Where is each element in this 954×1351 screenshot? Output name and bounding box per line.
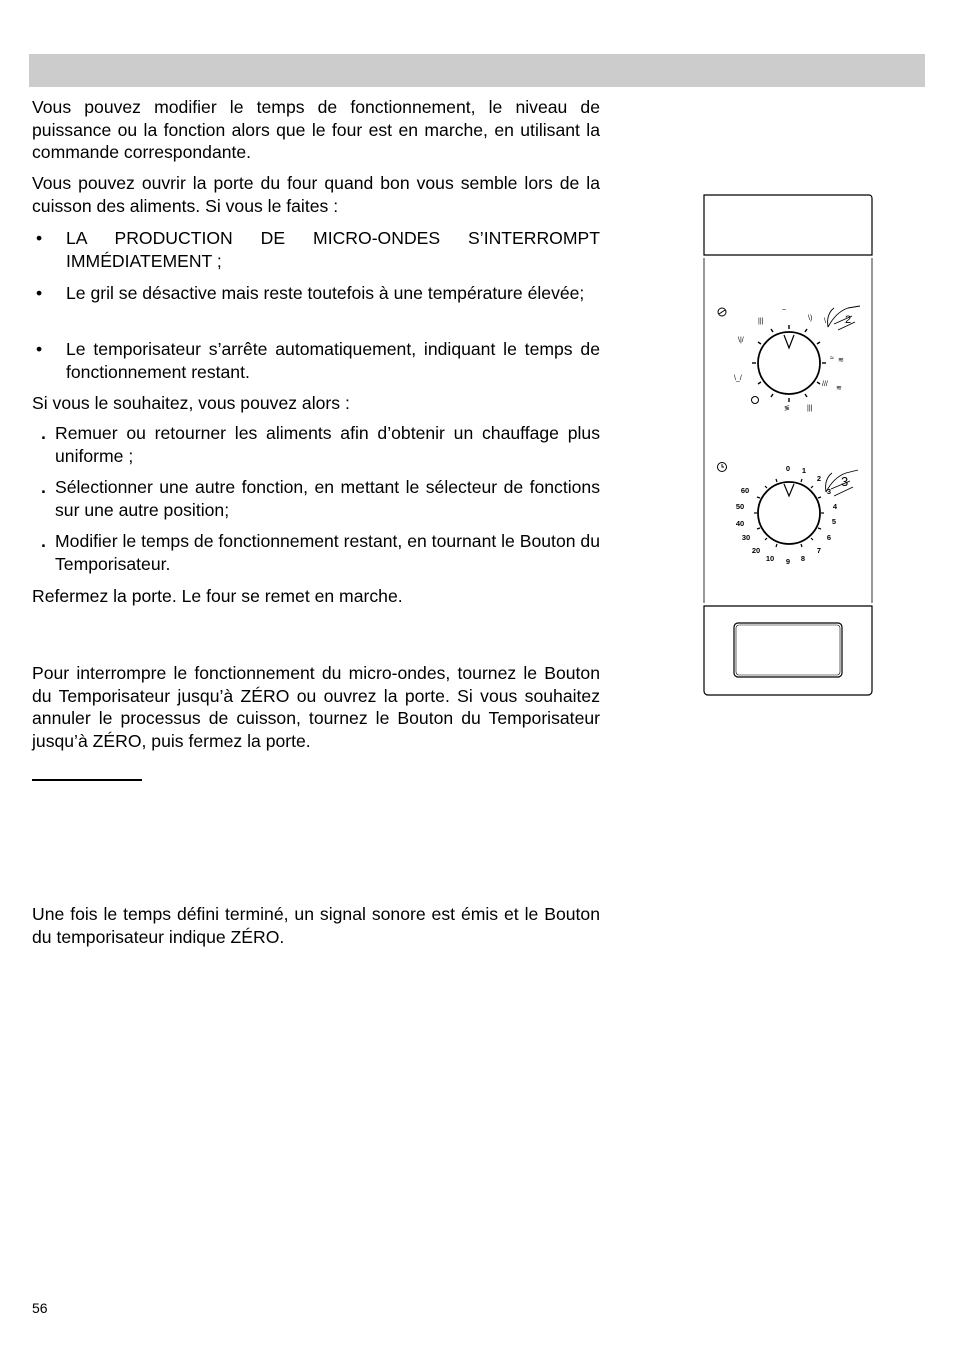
timer-scale-5: 5: [831, 517, 837, 526]
bullet-mark: •: [36, 339, 43, 359]
timer-scale-10: 10: [765, 554, 775, 563]
timer-scale-3: 3: [826, 487, 832, 496]
list-item-text: Remuer ou retourner les aliments afin d’obtenir un chauffage plus uniforme ;: [55, 423, 600, 466]
dot-mark: .: [41, 423, 46, 443]
svg-text:≋: ≋: [836, 385, 842, 392]
svg-text:≋: ≋: [838, 357, 844, 364]
timer-scale-0: 0: [785, 464, 791, 473]
svg-text:\): \): [808, 315, 813, 322]
paragraph-end-signal: Une fois le temps défini terminé, un signal sonore est émis et le Bouton du temporisateur indique ZÉRO.: [32, 904, 600, 947]
dot-mark: .: [41, 531, 46, 551]
list-item-text: Le temporisateur s’arrête automatiquement, indiquant le temps de fonctionnement restant.: [66, 339, 600, 382]
svg-text:≶: ≶: [784, 405, 790, 412]
timer-knob: [718, 463, 859, 567]
list-item: [32, 476, 600, 521]
bullet-mark: •: [36, 228, 43, 248]
timer-scale-1: 1: [801, 466, 807, 475]
callout-function-number: 2: [845, 314, 852, 326]
svg-text:≈: ≈: [830, 355, 834, 362]
door-open-button: [734, 623, 842, 677]
timer-scale-8: 8: [800, 554, 806, 563]
list-item: [32, 422, 600, 467]
svg-text:\: \: [824, 318, 826, 325]
paragraph-close-door: Refermez la porte. Le four se remet en marche.: [32, 586, 403, 606]
timer-scale-50: 50: [735, 502, 745, 511]
paragraph-options-intro: Si vous le souhaitez, vous pouvez alors :: [32, 393, 350, 413]
callout-timer-number: 3: [841, 474, 849, 489]
list-item-text: Sélectionner une autre fonction, en mettant le sélecteur de fonctions sur une autre position;: [55, 477, 600, 520]
list-item-text: Le gril se désactive mais reste toutefois à une température élevée;: [66, 283, 585, 303]
list-item-text: Modifier le temps de fonctionnement restant, en tournant le Bouton du Temporisateur.: [55, 531, 600, 574]
paragraph-interrupt: Pour interrompre le fonctionnement du micro-ondes, tournez le Bouton du Temporisateur jusqu’à ZÉRO ou ouvrez la porte. Si vous souhaitez annuler le processus de cuisson, tournez le Bouton du Temporisateur jusqu’à ZÉRO, puis fermez la porte.: [32, 663, 600, 751]
door-button-frame: [704, 606, 872, 695]
timer-scale-30: 30: [741, 533, 751, 542]
svg-text:|||: |||: [758, 318, 764, 325]
timer-scale-7: 7: [816, 546, 822, 555]
svg-text:///: ///: [822, 381, 828, 388]
svg-text:|||: |||: [807, 405, 813, 412]
bullet-mark: •: [36, 283, 43, 303]
paragraph-open-door: Vous pouvez ouvrir la porte du four quand bon vous semble lors de la cuisson des aliments. Si vous le faites :: [32, 173, 600, 216]
dot-mark: .: [41, 477, 46, 497]
page-number: 56: [32, 1300, 48, 1316]
function-selector-knob: [718, 306, 860, 412]
section-header-bar: [29, 54, 925, 87]
timer-scale-9: 9: [785, 557, 791, 566]
timer-scale-60: 60: [740, 486, 750, 495]
svg-text:~: ~: [782, 307, 787, 314]
list-item: [32, 530, 600, 575]
display-window: [704, 195, 872, 255]
control-panel-illustration: [700, 190, 876, 700]
paragraph-modify-settings: Vous pouvez modifier le temps de fonctionnement, le niveau de puissance ou la fonction alors que le four est en marche, en utilisant la commande correspondante.: [32, 97, 600, 162]
timer-scale-40: 40: [735, 519, 745, 528]
timer-scale-6: 6: [826, 533, 832, 542]
list-item: [32, 282, 600, 305]
list-item: [32, 227, 600, 272]
list-item-text: LA PRODUCTION DE MICRO-ONDES S’INTERROMPT IMMÉDIATEMENT ;: [66, 228, 600, 271]
timer-scale-4: 4: [832, 502, 838, 511]
section-underline: [32, 779, 142, 781]
list-item: [32, 338, 600, 383]
svg-text:\_/: \_/: [734, 375, 742, 382]
timer-scale-20: 20: [751, 546, 761, 555]
timer-scale-2: 2: [816, 474, 822, 483]
svg-text:\|/: \|/: [738, 337, 744, 344]
